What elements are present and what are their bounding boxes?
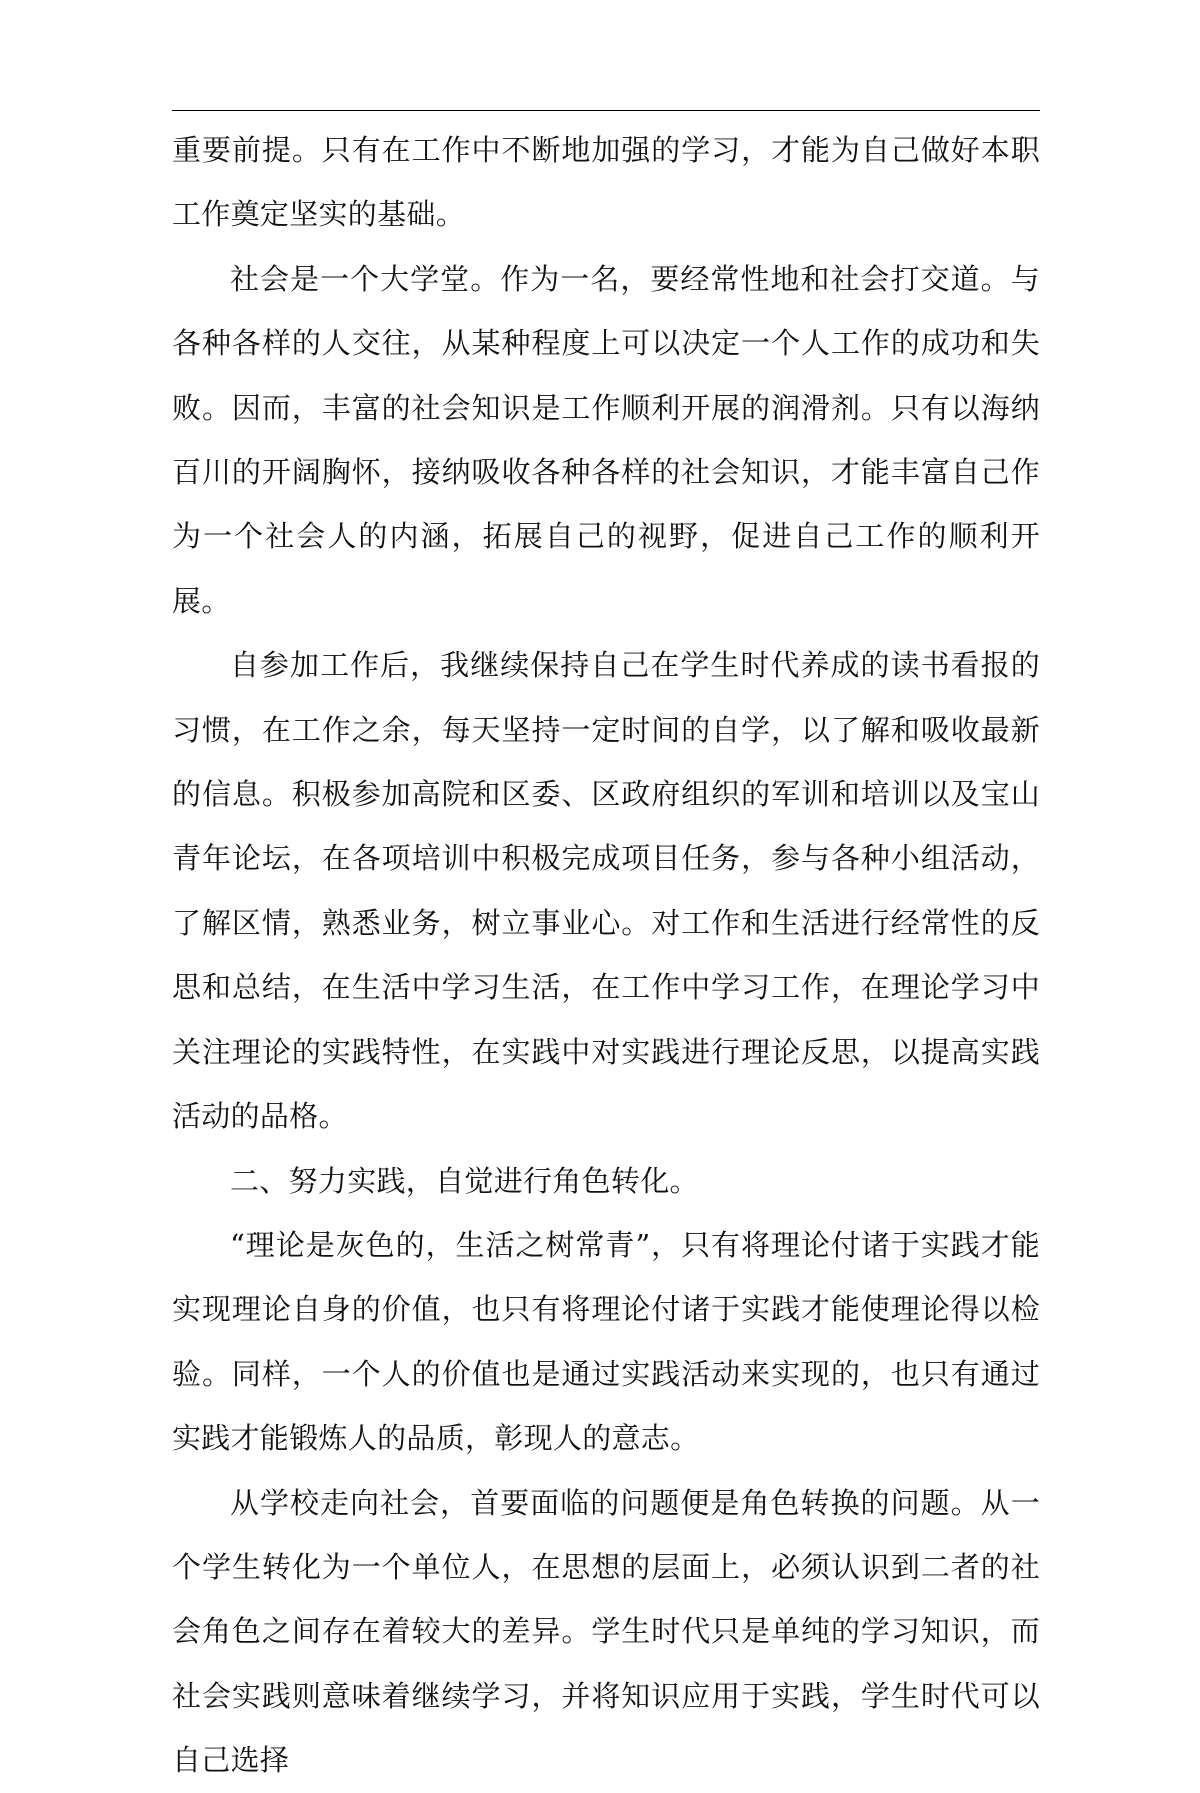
paragraph-4: “理论是灰色的，生活之树常青”，只有将理论付诸于实践才能实现理论自身的价值，也只有将理论付诸于实践才能使理论得以检验。同样，一个人的价值也是通过实践活动来实现的，也只有通过实践才能锻炼人的品质，彰现人的意志。: [172, 1227, 1040, 1456]
section-heading: 二、努力实践，自觉进行角色转化。: [230, 1163, 699, 1198]
header-rule: [172, 110, 1040, 111]
paragraph-3: 自参加工作后，我继续保持自己在学生时代养成的读书看报的习惯，在工作之余，每天坚持一定时间的自学，以了解和吸收最新的信息。积极参加高院和区委、区政府组织的军训和培训以及宝山青年论坛，在各项培训中积极完成项目任务，参与各种小组活动，了解区情，熟悉业务，树立事业心。对工作和生活进行经常性的反思和总结，在生活中学习生活，在工作中学习工作，在理论学习中关注理论的实践特性，在实践中对实践进行理论反思，以提高实践活动的品格。: [172, 648, 1040, 1134]
paragraph-2: 社会是一个大学堂。作为一名，要经常性地和社会打交道。与各种各样的人交往，从某种程度上可以决定一个人工作的成功和失败。因而，丰富的社会知识是工作顺利开展的润滑剂。只有以海纳百川的开阔胸怀，接纳吸收各种各样的社会知识，才能丰富自己作为一个社会人的内涵，拓展自己的视野，促进自己工作的顺利开展。: [172, 261, 1040, 618]
paragraph-1: 重要前提。只有在工作中不断地加强的学习，才能为自己做好本职工作奠定坚实的基础。: [172, 133, 1040, 232]
paragraph-5: 从学校走向社会，首要面临的问题便是角色转换的问题。从一个学生转化为一个单位人，在思想的层面上，必须认识到二者的社会角色之间存在着较大的差异。学生时代只是单纯的学习知识，而社会实践则意味着继续学习，并将知识应用于实践，学生时代可以自己选择: [172, 1485, 1040, 1778]
document-body: [172, 118, 1040, 1793]
